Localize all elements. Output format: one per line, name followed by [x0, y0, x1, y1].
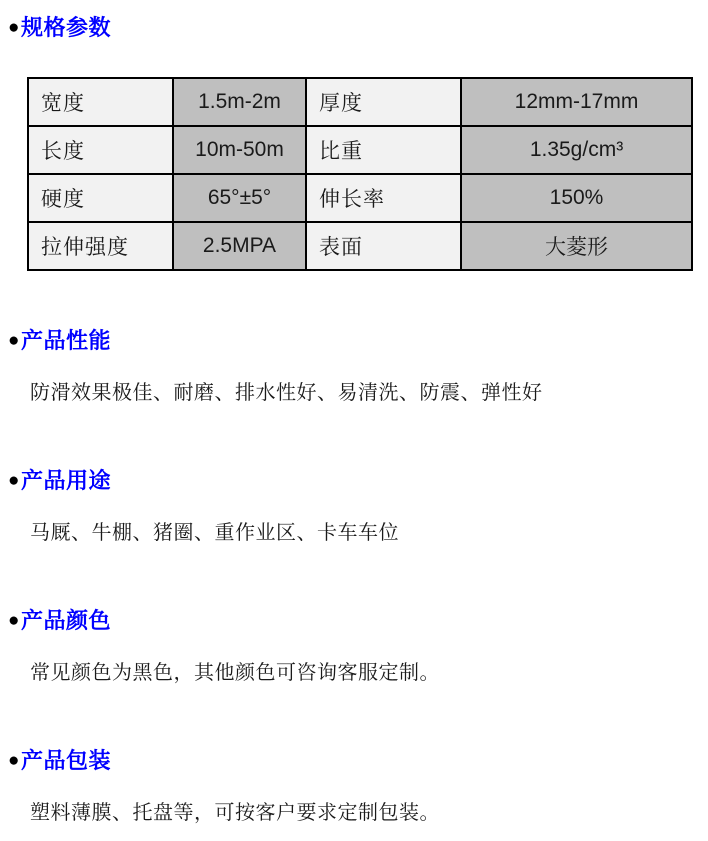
section-title-performance: 产品性能: [20, 328, 111, 353]
spec-value-cell: 2.5MPA: [173, 222, 306, 270]
table-row: [28, 222, 692, 270]
spec-label-cell: 拉伸强度: [28, 222, 173, 270]
spec-value-cell: 12mm-17mm: [461, 78, 692, 126]
spec-label-cell: 厚度: [306, 78, 461, 126]
section-heading-uses: [8, 467, 708, 495]
spec-label-cell: 硬度: [28, 174, 173, 222]
spec-label-cell: 表面: [306, 222, 461, 270]
bullet-icon: ●: [8, 750, 20, 771]
bullet-icon: ●: [8, 610, 20, 631]
section-title-packaging: 产品包装: [20, 748, 111, 773]
spec-value-cell: 1.35g/cm³: [461, 126, 692, 174]
section-body-uses: 马厩、牛棚、猪圈、重作业区、卡车车位: [30, 522, 399, 544]
spec-value-cell: 65°±5°: [173, 174, 306, 222]
section-title-colors: 产品颜色: [20, 608, 111, 633]
spec-value-cell: 大菱形: [461, 222, 692, 270]
spec-label-cell: 伸长率: [306, 174, 461, 222]
section-body-packaging: 塑料薄膜、托盘等，可按客户要求定制包装。: [30, 802, 440, 824]
bullet-icon: ●: [8, 470, 20, 491]
spec-label-cell: 宽度: [28, 78, 173, 126]
bullet-icon: ●: [8, 330, 20, 351]
spec-table: [27, 77, 693, 271]
section-heading-colors: [8, 607, 708, 635]
section-heading-packaging: [8, 747, 708, 775]
table-row: [28, 78, 692, 126]
section-body-performance: 防滑效果极佳、耐磨、排水性好、易清洗、防震、弹性好: [30, 382, 543, 404]
bullet-icon: ●: [8, 17, 20, 38]
spec-value-cell: 150%: [461, 174, 692, 222]
section-title-uses: 产品用途: [20, 468, 111, 493]
section-title-specs: 规格参数: [20, 15, 111, 40]
section-heading-performance: [8, 327, 708, 355]
spec-value-cell: 10m-50m: [173, 126, 306, 174]
section-body-colors: 常见颜色为黑色，其他颜色可咨询客服定制。: [30, 662, 440, 684]
spec-label-cell: 长度: [28, 126, 173, 174]
spec-value-cell: 1.5m-2m: [173, 78, 306, 126]
table-row: [28, 174, 692, 222]
section-heading-specs: [8, 14, 708, 42]
table-row: [28, 126, 692, 174]
spec-label-cell: 比重: [306, 126, 461, 174]
